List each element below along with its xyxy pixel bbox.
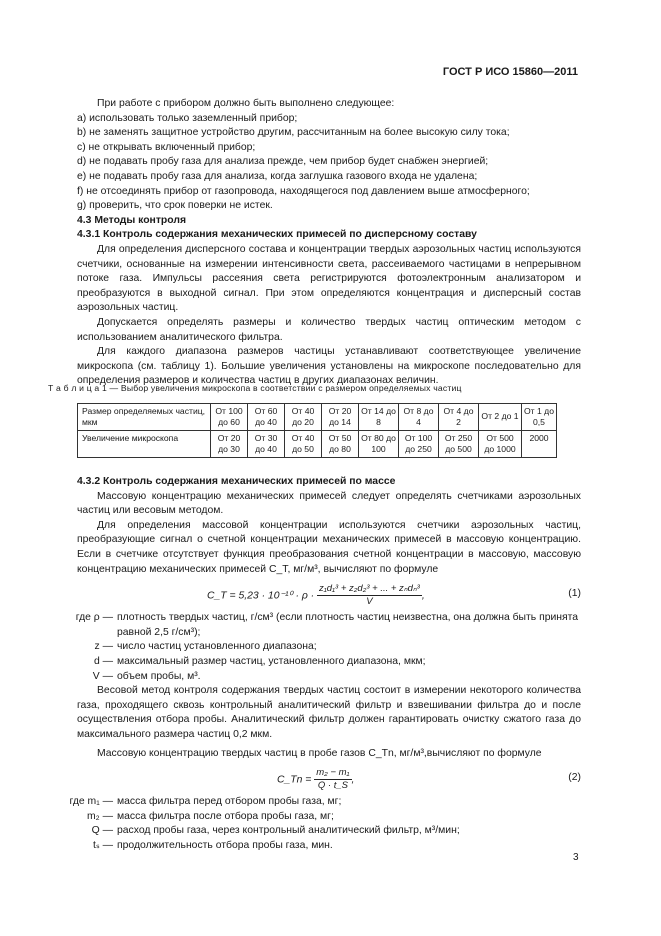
document-header: ГОСТ Р ИСО 15860—2011 — [442, 66, 578, 78]
body-text — [77, 97, 581, 389]
formula-expression — [207, 583, 425, 608]
table-cell: От 500 до 1000 — [479, 430, 522, 457]
requirements-list — [77, 112, 581, 214]
body-text-2 — [69, 475, 581, 853]
table-cell: От 30 до 40 — [248, 430, 285, 457]
definition-row: Q — расход пробы газа, через контрольный аналитический фильтр, м³/мин; — [91, 825, 460, 837]
formula-tail: , — [351, 774, 355, 786]
table-cell: От 80 до 100 — [359, 430, 399, 457]
paragraph: Весовой метод контроля содержания твердых частиц состоит в измерении некоторого количества газа, проходящего сквозь контрольный аналитический фильтр и взвешивании фильтра до и после осуществления отбора пробы. Аналитический фильтр должен гарантировать очистку сжатого газа до максимального размера частиц 0,2 мкм. — [77, 685, 581, 740]
intro-paragraph: При работе с прибором должно быть выполнено следующее: — [97, 98, 395, 109]
table-cell: От 20 до 14 — [322, 403, 359, 430]
definitions-2 — [57, 795, 581, 853]
table-cell: От 60 до 40 — [248, 403, 285, 430]
table-cell: 2000 — [522, 430, 557, 457]
table-cell: От 2 до 1 — [479, 403, 522, 430]
formula-lhs: C_T = 5,23 · 10⁻¹⁰ · ρ · — [207, 590, 315, 602]
formula-fraction — [317, 583, 422, 608]
list-item: d) не подавать пробу газа для анализа прежде, чем прибор будет снабжен энергией; — [77, 156, 489, 168]
table-caption: Т а б л и ц а 1 — Выбор увеличения микроскопа в соответствии с размером определяемых частиц — [48, 383, 462, 393]
definition-row: z — число частиц установленного диапазона; — [94, 641, 317, 653]
table-1 — [48, 381, 588, 458]
definition-row: где ρ — плотность твердых частиц, г/см³ (если плотность частиц неизвестна, она должна быть принята равной 2,5 г/см³); — [75, 612, 579, 638]
definition-row: m₂ — масса фильтра после отбора пробы газа, мг; — [87, 810, 334, 822]
paragraph: Для каждого диапазона размеров частицы устанавливают соответствующее увеличение микроскопа (см. таблицу 1). Большие увеличения установлены на микроскопе последовательно для определения размеров и количества частиц в других диапазонах величин. — [77, 346, 581, 387]
formula-tail: , — [421, 590, 425, 602]
formula-denominator: V — [366, 596, 373, 608]
paragraph: Для определения дисперсного состава и концентрации твердых аэрозольных частиц используются счетчики, основанные на измерении интенсивности света, рассеиваемого частицами в непрерывном потоке газа. Импульсы рассеяния света регистрируются фотоэлектронным анализатором и преобразуются в выходной сигнал. При этом определяются концентрация и дисперсный состав аэрозольных частиц. — [77, 243, 581, 314]
table-cell: От 1 до 0,5 — [522, 403, 557, 430]
table-cell: От 50 до 80 — [322, 430, 359, 457]
paragraph: Массовую концентрацию механических примесей следует определять счетчиками аэрозольных частиц или весовым методом. — [77, 490, 581, 517]
subsection-heading: 4.3.2 Контроль содержания механических примесей по массе — [77, 476, 396, 487]
subsection-heading: 4.3.1 Контроль содержания механических примесей по дисперсному составу — [77, 229, 477, 241]
table-cell: От 250 до 500 — [439, 430, 479, 457]
definition-row: V — объем пробы, м³. — [92, 670, 201, 682]
list-item: b) не заменять защитное устройство другим, рассчитанным на более высокую силу тока; — [77, 127, 510, 139]
paragraph: Для определения массовой концентрации используются счетчики аэрозольных частиц, преобразующие сигнал о счетной концентрации механических примесей в массовую концентрацию. Если в счетчике отсутствует функция преобразования счетной концентрации в массовую, массовую концентрацию механических примесей C_T, мг/м³, вычисляют по формуле — [77, 519, 581, 575]
table-cell: От 100 до 250 — [399, 430, 439, 457]
list-item: g) проверить, что срок поверки не истек. — [77, 200, 273, 212]
table-cell: От 20 до 30 — [211, 430, 248, 457]
list-item: f) не отсоединять прибор от газопровода, находящегося под давлением выше атмосферного; — [77, 185, 530, 197]
table-cell: От 100 до 60 — [211, 403, 248, 430]
magnification-table — [77, 403, 557, 458]
paragraph: Допускается определять размеры и количество твердых частиц оптическим методом с использованием аналитического фильтра. — [77, 316, 581, 343]
formula-numerator: m₂ − m₁ — [316, 767, 350, 779]
definition-row: tₛ — продолжительность отбора пробы газа, мин. — [92, 839, 333, 851]
page-number: 3 — [573, 852, 579, 863]
table-cell: От 4 до 2 — [439, 403, 479, 430]
formula-fraction — [314, 767, 351, 792]
table-row-label: Размер определяемых частиц, мкм — [78, 403, 211, 430]
paragraph: Массовую концентрацию твердых частиц в пробе газов C_Tn, мг/м³,вычисляют по формуле — [97, 747, 542, 759]
table-cell: От 40 до 20 — [285, 403, 322, 430]
definition-row: где m₁ — масса фильтра перед отбором пробы газа, мг; — [69, 796, 342, 808]
list-item: е) не подавать пробу газа для анализа, когда заглушка газового входа не удалена; — [77, 170, 478, 182]
table-row — [78, 430, 557, 457]
definitions-1 — [57, 611, 581, 684]
table-cell: От 40 до 50 — [285, 430, 322, 457]
formula-number: (1) — [568, 588, 581, 600]
list-item: с) не открывать включенный прибор; — [77, 141, 256, 153]
list-item: а) использовать только заземленный прибор; — [77, 112, 298, 124]
formula-1 — [77, 579, 581, 611]
formula-denominator: Q · t_S — [317, 780, 348, 792]
formula-expression — [277, 767, 354, 792]
table-cell: От 8 до 4 — [399, 403, 439, 430]
table-cell: От 14 до 8 — [359, 403, 399, 430]
formula-lhs: C_Tn = — [277, 774, 312, 786]
formula-2 — [77, 763, 581, 795]
formula-number: (2) — [568, 772, 581, 784]
definition-row: d — максимальный размер частиц, установленного диапазона, мкм; — [93, 655, 426, 667]
table-row-label: Увеличение микроскопа — [78, 430, 211, 457]
section-heading: 4.3 Методы контроля — [77, 214, 187, 226]
formula-numerator: z₁d₁³ + z₂d₂³ + ... + zₙdₙ³ — [319, 583, 420, 595]
table-row — [78, 403, 557, 430]
